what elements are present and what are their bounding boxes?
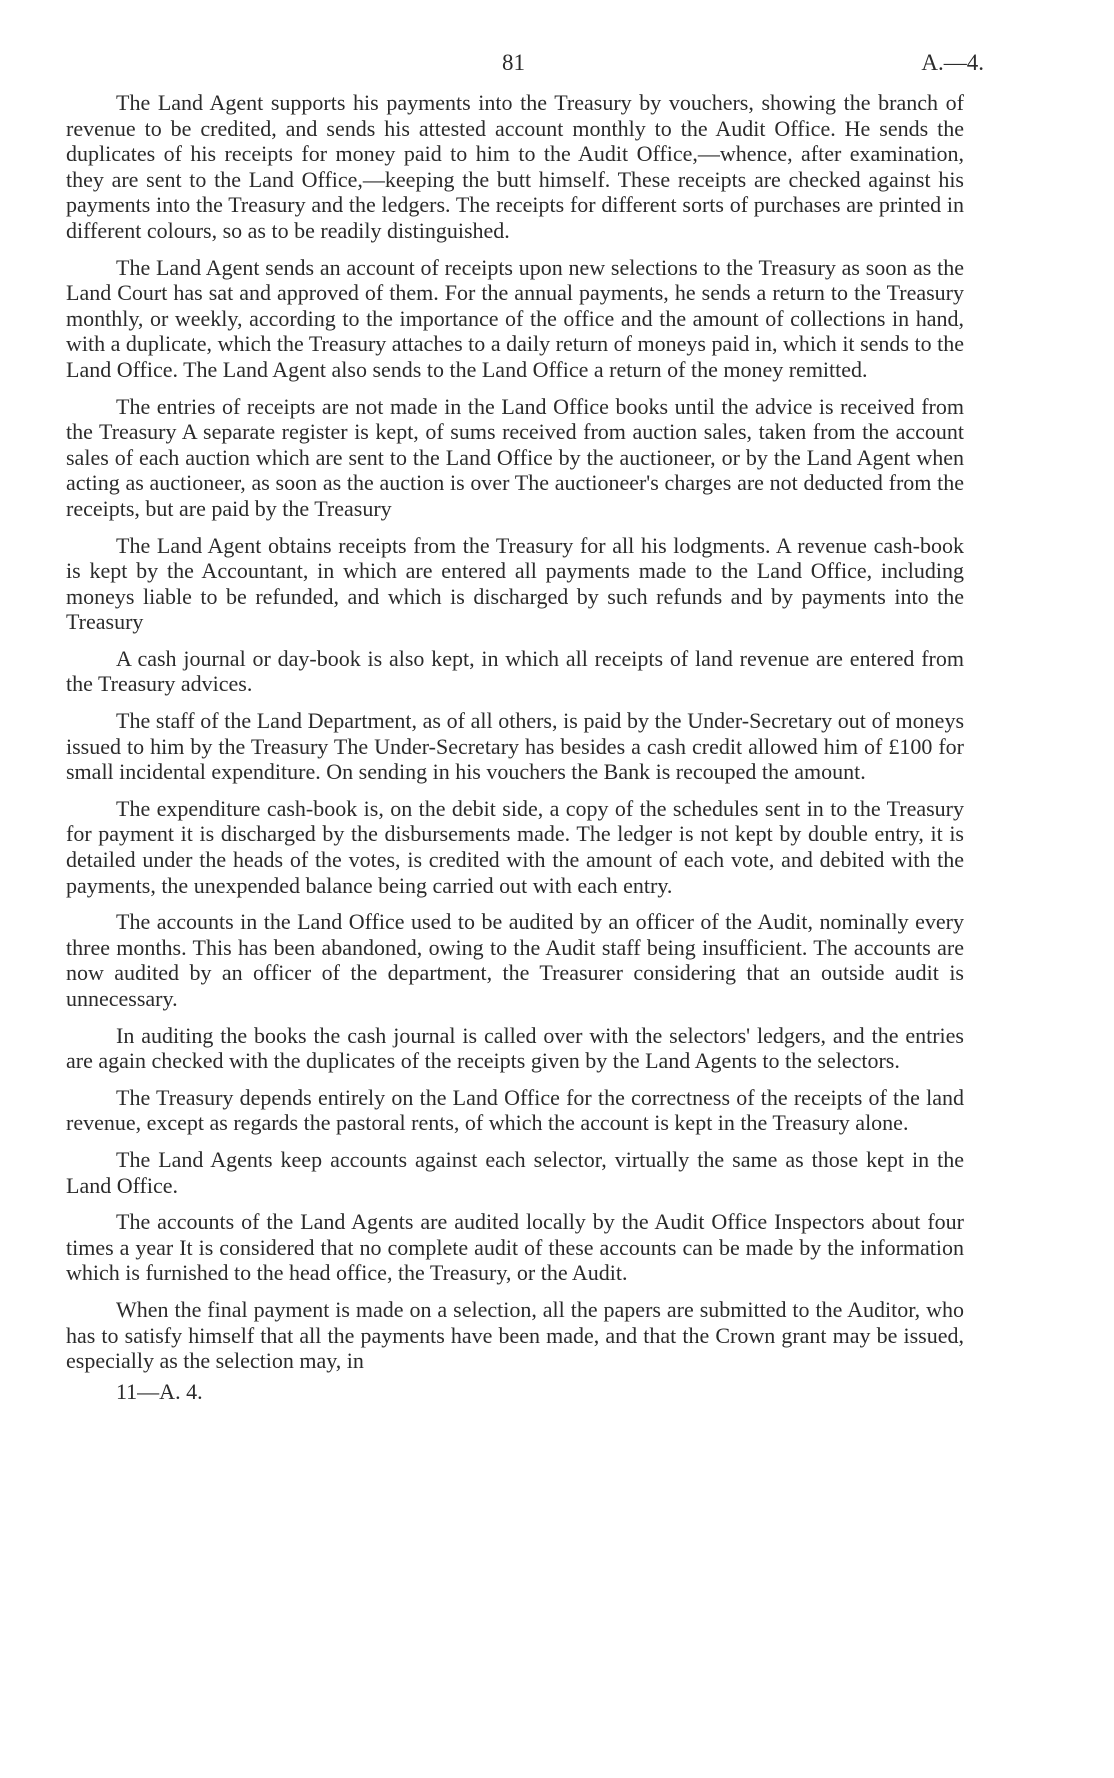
document-reference: A.—4.	[921, 50, 984, 75]
paragraph: The Land Agent supports his payments into the Treasury by vouchers, showing the branch of revenue to be credited, and sends his attested account monthly to the Audit Office. He sends the duplicates of his receipts for money paid to him to the Audit Office,—whence, after examination, they are sent to the Land Office,—keeping the butt himself. These receipts are checked against his payments into the Treasury and the ledgers. The receipts for different sorts of purchases are printed in different colours, so as to be readily distinguished.	[66, 90, 964, 243]
paragraph: The Land Agent sends an account of receipts upon new selections to the Treasury as soon as the Land Court has sat and approved of them. For the annual payments, he sends a return to the Treasury monthly, or weekly, according to the importance of the office and the amount of collections in hand, with a duplicate, which the Treasury attaches to a daily return of moneys paid in, which it sends to the Land Office. The Land Agent also sends to the Land Office a return of the money remitted.	[66, 254, 964, 382]
paragraph: The accounts of the Land Agents are audited locally by the Audit Office Inspectors about four times a year It is considered that no complete audit of these accounts can be made by the information which is furnished to the head office, the Treasury, or the Audit.	[66, 1209, 964, 1286]
paragraph: The Treasury depends entirely on the Land Office for the correctness of the receipts of the land revenue, except as regards the pastoral rents, of which the account is kept in the Treasury alone.	[66, 1084, 964, 1136]
signature-mark: 11—A. 4.	[116, 1378, 203, 1404]
paragraph: The entries of receipts are not made in the Land Office books until the advice is received from the Treasury A separate register is kept, of sums received from auction sales, taken from the account sales of each auction which are sent to the Land Office by the auctioneer, or by the Land Agent when acting as auctioneer, as soon as the auction is over The auctioneer's charges are not deducted from the receipts, but are paid by the Treasury	[66, 393, 964, 521]
paragraph: The Land Agents keep accounts against each selector, virtually the same as those kept in the Land Office.	[66, 1146, 964, 1198]
paragraph: The Land Agent obtains receipts from the Treasury for all his lodgments. A revenue cash-book is kept by the Accountant, in which are entered all payments made to the Land Office, including moneys liable to be refunded, and which is discharged by such refunds and by payments into the Treasury	[66, 532, 964, 635]
paragraph: In auditing the books the cash journal is called over with the selectors' ledgers, and the entries are again checked with the duplicates of the receipts given by the Land Agents to the selectors.	[66, 1022, 964, 1074]
body-text	[66, 90, 964, 1374]
paragraph: The expenditure cash-book is, on the debit side, a copy of the schedules sent in to the Treasury for payment it is discharged by the disbursements made. The ledger is not kept by double entry, it is detailed under the heads of the votes, is credited with the amount of each vote, and debited with the payments, the unexpended balance being carried out with each entry.	[66, 795, 964, 898]
paragraph: The accounts in the Land Office used to be audited by an officer of the Audit, nominally every three months. This has been abandoned, owing to the Audit staff being insufficient. The accounts are now audited by an officer of the department, the Treasurer considering that an outside audit is unnecessary.	[66, 909, 964, 1011]
page-header	[66, 50, 984, 90]
page-number: 81	[502, 50, 525, 75]
paragraph: The staff of the Land Department, as of all others, is paid by the Under-Secretary out of moneys issued to him by the Treasury The Under-Secretary has besides a cash credit allowed him of £100 for small incidental expenditure. On sending in his vouchers the Bank is recouped the amount.	[66, 708, 964, 785]
paragraph: A cash journal or day-book is also kept, in which all receipts of land revenue are entered from the Treasury advices.	[66, 645, 964, 697]
paragraph: When the final payment is made on a selection, all the papers are submitted to the Auditor, who has to satisfy himself that all the payments have been made, and that the Crown grant may be issued, especially as the selection may, in	[66, 1296, 964, 1374]
